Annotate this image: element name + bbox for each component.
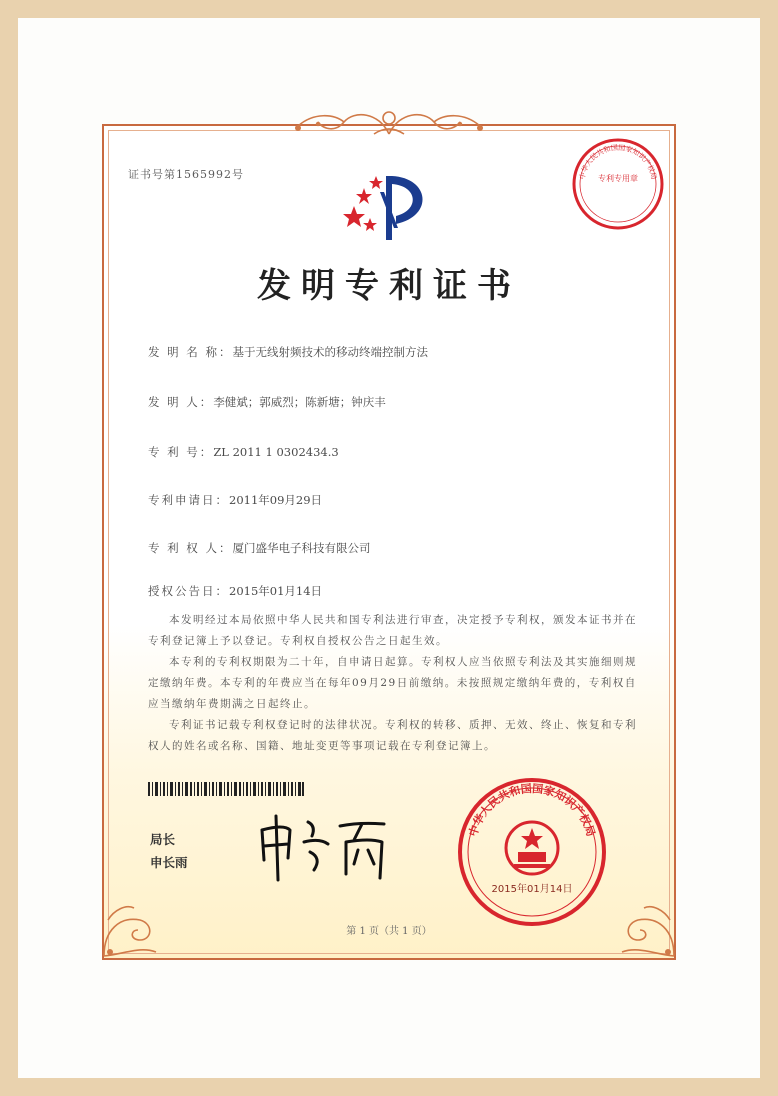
patent-seal-small-icon [570, 136, 666, 232]
director-signature [250, 808, 400, 888]
body-paragraph: 本专利的专利权期限为二十年，自申请日起算。专利权人应当依照专利法及其实施细则规定缴纳年费。本专利的年费应当在每年09月29日前缴纳。未按照规定缴纳年费的，专利权自应当缴纳年费期满之日起终止。 [148, 656, 637, 710]
field-inventors [148, 394, 386, 410]
body-paragraph: 本发明经过本局依照中华人民共和国专利法进行审查，决定授予专利权，颁发本证书并在专利登记簿上予以登记。专利权自授权公告之日起生效。 [148, 614, 637, 647]
field-application-date [148, 492, 322, 508]
field-label: 专 利 号： [148, 445, 214, 459]
patent-office-logo-icon [334, 166, 444, 246]
field-value: 基于无线射频技术的移动终端控制方法 [232, 345, 428, 359]
field-value: 2011年09月29日 [229, 493, 323, 507]
page-footer: 第 1 页（共 1 页） [346, 926, 432, 937]
official-seal-icon [456, 776, 608, 928]
national-emblem-icon [506, 822, 558, 874]
field-patent-number [148, 444, 339, 460]
body-paragraph: 专利证书记载专利权登记时的法律状况。专利权的转移、质押、无效、终止、恢复和专利权人的姓名或名称、国籍、地址变更等事项记载在专利登记簿上。 [148, 719, 637, 752]
top-ornament [284, 104, 494, 138]
certificate-title: 发明专利证书 [257, 266, 521, 306]
seal-big-ring-text: 中华人民共和国国家知识产权局 [466, 782, 598, 838]
field-value: 李健斌；郭威烈；陈新塘；钟庆丰 [213, 395, 386, 409]
field-patentee [148, 540, 370, 556]
director-name: 申长雨 [150, 855, 188, 870]
field-label: 发 明 名 称： [148, 345, 233, 359]
barcode-icon [148, 782, 304, 796]
certificate-body [148, 610, 638, 757]
field-value: 厦门盛华电子科技有限公司 [232, 541, 371, 555]
director-title: 局长 [150, 832, 176, 847]
seal-big-date: 2015年01月14日 [491, 884, 573, 895]
seal-small-center-text: 专利专用章 [598, 174, 638, 183]
field-label: 发 明 人： [148, 395, 214, 409]
corner-ornament-left [100, 880, 170, 960]
field-label: 专 利 权 人： [148, 541, 233, 555]
field-label: 授权公告日： [148, 584, 229, 598]
field-grant-date [148, 583, 322, 599]
corner-ornament-right [608, 880, 678, 960]
seal-small-ring-text: 中华人民共和国国家知识产权局 [578, 143, 658, 181]
certificate-number: 证书号第1565992号 [128, 168, 244, 181]
field-label: 专利申请日： [148, 493, 229, 507]
field-value: 2015年01月14日 [229, 584, 323, 598]
field-invention-name [148, 344, 428, 360]
field-value: ZL 2011 1 0302434.3 [213, 445, 339, 459]
